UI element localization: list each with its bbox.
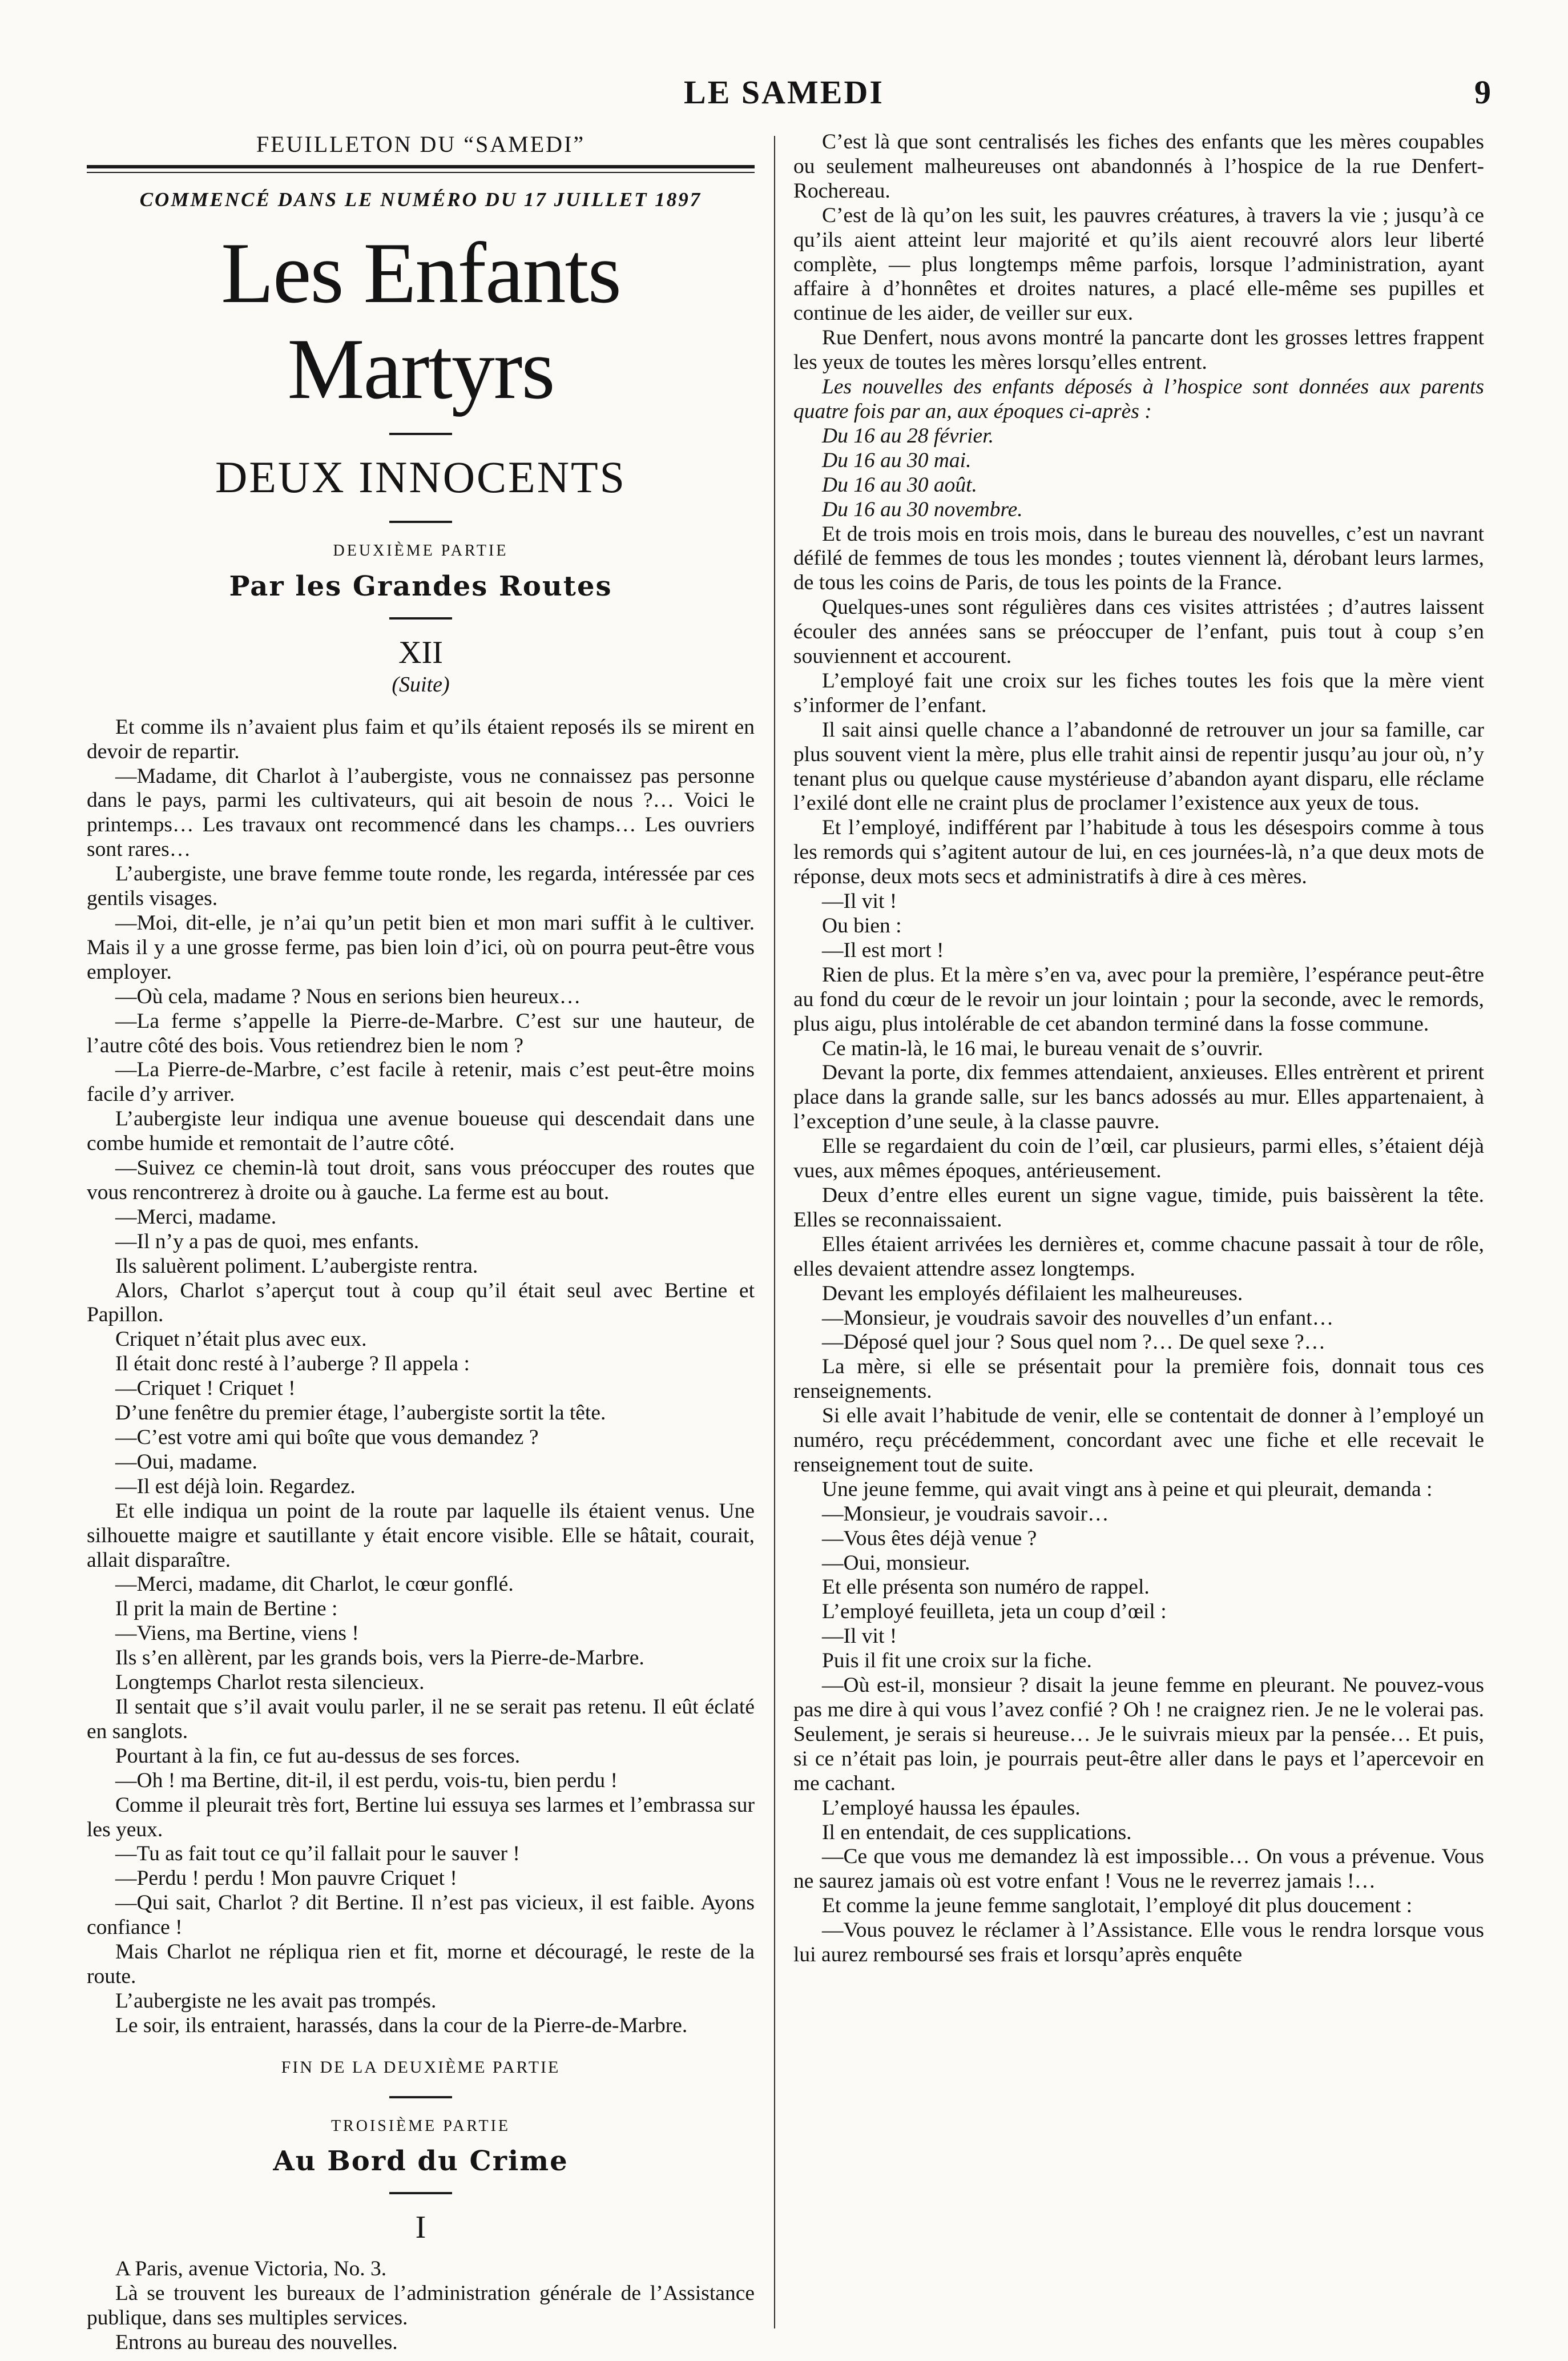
- end-of-part-note: FIN DE LA DEUXIÈME PARTIE: [281, 2057, 561, 2077]
- paragraph: —La Pierre-de-Marbre, c’est facile à retenir, mais c’est peut-être moins facile d’y arriver.: [87, 1058, 755, 1107]
- paragraph: L’employé haussa les épaules.: [822, 1796, 1081, 1820]
- paragraph: Mais Charlot ne répliqua rien et fit, morne et découragé, le reste de la route.: [87, 1940, 755, 1988]
- left-body-text: [87, 715, 755, 2038]
- paragraph: Longtemps Charlot resta silencieux.: [115, 1671, 425, 1695]
- date-entry: Du 16 au 30 août.: [822, 473, 977, 497]
- date-entry: Du 16 au 28 février.: [822, 424, 994, 448]
- paragraph: —Oui, monsieur.: [822, 1551, 970, 1575]
- chapter-number: I: [415, 2210, 426, 2246]
- column-divider: [774, 136, 775, 2328]
- paragraph: —Ce que vous me demandez là est impossible… On vous a prévenue. Vous ne saurez jamais où est votre enfant ! Vous ne le reverrez jamais !…: [793, 1845, 1484, 1893]
- paragraph: Le soir, ils entraient, harassés, dans la cour de la Pierre-de-Marbre.: [115, 2013, 688, 2037]
- paragraph: Deux d’entre elles eurent un signe vague, timide, puis baissèrent la tête. Elles se reconnaissaient.: [793, 1183, 1484, 1232]
- double-rule-thin: [87, 172, 755, 173]
- paragraph: Entrons au bureau des nouvelles.: [115, 2331, 398, 2355]
- paragraph: —Oui, madame.: [115, 1450, 257, 1474]
- short-rule: [389, 2096, 452, 2098]
- paragraph: Puis il fit une croix sur la fiche.: [822, 1649, 1092, 1673]
- paragraph: —Oh ! ma Bertine, dit-il, il est perdu, vois-tu, bien perdu !: [115, 1768, 618, 1792]
- part-two-title: Par les Grandes Routes: [229, 570, 612, 602]
- paragraph: —La ferme s’appelle la Pierre-de-Marbre. C’est sur une hauteur, de l’autre côté des bois. Vous retiendrez bien le nom ?: [87, 1009, 755, 1057]
- paragraph: Et de trois mois en trois mois, dans le bureau des nouvelles, c’est un navrant défilé de femmes de tous les mondes ; toutes viennent là, dérobant leurs larmes, de tous les coins de Paris, de tous les points de la France.: [793, 522, 1484, 595]
- paragraph: —Il vit !: [822, 1624, 897, 1648]
- paragraph: —Il n’y a pas de quoi, mes enfants.: [115, 1229, 420, 1253]
- paragraph: —Monsieur, je voudrais savoir des nouvelles d’un enfant…: [822, 1306, 1334, 1330]
- left-body-text-2: [87, 2257, 755, 2355]
- serial-subtitle: DEUX INNOCENTS: [215, 452, 627, 502]
- paragraph: Elle se regardaient du coin de l’œil, car plusieurs, parmi elles, s’étaient déjà vues, aux mêmes époques, antérieusement.: [793, 1135, 1484, 1183]
- short-rule: [389, 617, 452, 620]
- paragraph: —C’est votre ami qui boîte que vous demandez ?: [115, 1426, 539, 1449]
- chapter-number: XII: [398, 634, 443, 670]
- paragraph: —Il est mort !: [822, 938, 944, 962]
- paragraph: Il sait ainsi quelle chance a l’abandonné de retrouver un jour sa famille, car plus souvent vient la mère, plus elle trahit ainsi de repentir jusqu’au jour où, n’y tenant plus ou quelque cause mystérieuse d’abandon ayant disparu, elle réclame l’exilé dont elle ne craint plus de proclamer l’existence aux yeux de tous.: [793, 718, 1484, 815]
- paragraph: Rue Denfert, nous avons montré la pancarte dont les grosses lettres frappent les yeux de toutes les mères lorsqu’elles entrent.: [793, 326, 1484, 375]
- paragraph: —Viens, ma Bertine, viens !: [115, 1622, 359, 1646]
- paragraph: Il prit la main de Bertine :: [115, 1597, 338, 1621]
- paragraph: Une jeune femme, qui avait vingt ans à peine et qui pleurait, demanda :: [822, 1477, 1433, 1501]
- right-column: [793, 130, 1484, 2334]
- paragraph: Devant la porte, dix femmes attendaient, anxieuses. Elles entrèrent et prirent place dans la grande salle, sur les bancs adossés au mur. Elles appartenaient, à l’exception d’une seule, à la classe pauvre.: [793, 1061, 1484, 1134]
- commence-note: COMMENCÉ DANS LE NUMÉRO DU 17 JUILLET 1897: [139, 188, 702, 211]
- paragraph: Ils s’en allèrent, par les grands bois, vers la Pierre-de-Marbre.: [115, 1646, 644, 1670]
- paragraph: Ce matin-là, le 16 mai, le bureau venait de s’ouvrir.: [822, 1036, 1263, 1060]
- paragraph: —Vous êtes déjà venue ?: [822, 1526, 1037, 1550]
- paragraph: La mère, si elle se présentait pour la première fois, donnait tous ces renseignements.: [793, 1355, 1484, 1403]
- paragraph: Il était donc resté à l’auberge ? Il appela :: [115, 1352, 470, 1376]
- paragraph: C’est là que sont centralisés les fiches des enfants que les mères coupables ou seulement malheureuses ont abandonnés à l’hospice de la rue Denfert-Rochereau.: [793, 130, 1484, 203]
- paragraph: Et elle présenta son numéro de rappel.: [822, 1575, 1150, 1599]
- paragraph: Ou bien :: [822, 914, 902, 938]
- part-three-title: Au Bord du Crime: [273, 2145, 569, 2178]
- notice-dates: [793, 424, 1484, 522]
- paragraph: —Vous pouvez le réclamer à l’Assistance. Elle vous le rendra lorsque vous lui aurez remboursé ses frais et lorsqu’après enquête: [793, 1918, 1484, 1967]
- paragraph: Et elle indiqua un point de la route par laquelle ils étaient venus. Une silhouette maigre et sautillante y était encore visible. Elle se hâtait, courait, allait disparaître.: [87, 1499, 755, 1572]
- paragraph: Rien de plus. Et la mère s’en va, avec pour la première, l’espérance peut-être au fond du cœur de le revoir un jour lointain ; pour la seconde, avec le remords, plus aigu, plus intolérable de cet abandon terminé dans la fosse commune.: [793, 963, 1484, 1036]
- short-rule: [389, 433, 452, 435]
- paragraph: —Tu as fait tout ce qu’il fallait pour le sauver !: [115, 1842, 520, 1866]
- page-number: 9: [1474, 74, 1491, 111]
- paragraph: Pourtant à la fin, ce fut au-dessus de ses forces.: [115, 1744, 521, 1768]
- paragraph: Elles étaient arrivées les dernières et, comme chacune passait à tour de rôle, elles devaient attendre assez longtemps.: [793, 1232, 1484, 1281]
- paragraph: —Il est déjà loin. Regardez.: [115, 1474, 356, 1498]
- running-title: LE SAMEDI: [684, 74, 884, 111]
- part-two-label: DEUXIÈME PARTIE: [333, 541, 509, 560]
- paragraph: L’employé feuilleta, jeta un coup d’œil :: [822, 1600, 1167, 1624]
- paragraph: Quelques-unes sont régulières dans ces visites attristées ; d’autres laissent écouler des années sans se préoccuper de l’enfant, puis tout à coup s’en souviennent et accourent.: [793, 596, 1484, 669]
- paragraph: Il sentait que s’il avait voulu parler, il ne se serait pas retenu. Il eût éclaté en sanglots.: [87, 1695, 755, 1743]
- suite-note: (Suite): [392, 672, 450, 697]
- paragraph: Il en entendait, de ces supplications.: [822, 1820, 1132, 1844]
- paragraph: Ils saluèrent poliment. L’aubergiste rentra.: [115, 1254, 478, 1278]
- date-entry: Du 16 au 30 mai.: [822, 448, 972, 472]
- paragraph: —Qui sait, Charlot ? dit Bertine. Il n’est pas vicieux, il est faible. Ayons confiance !: [87, 1891, 755, 1940]
- right-body-text-2: [793, 522, 1484, 1968]
- feuilleton-heading: FEUILLETON DU “SAMEDI”: [256, 131, 586, 157]
- paragraph: —Perdu ! perdu ! Mon pauvre Criquet !: [115, 1867, 457, 1891]
- paragraph: —Madame, dit Charlot à l’aubergiste, vous ne connaissez pas personne dans le pays, parmi les cultivateurs, qui ait besoin de nous ?… Voici le printemps… Les travaux ont recommencé dans les champs… Les ouvriers sont rares…: [87, 764, 755, 862]
- paragraph: Criquet n’était plus avec eux.: [115, 1328, 367, 1352]
- short-rule: [389, 2192, 452, 2194]
- paragraph: Comme il pleurait très fort, Bertine lui essuya ses larmes et l’embrassa sur les yeux.: [87, 1793, 755, 1841]
- paragraph: —Monsieur, je voudrais savoir…: [822, 1502, 1109, 1526]
- paragraph: —Merci, madame, dit Charlot, le cœur gonflé.: [115, 1572, 514, 1596]
- part-three-label: TROISIÈME PARTIE: [330, 2117, 511, 2135]
- paragraph: Devant les employés défilaient les malheureuses.: [822, 1281, 1243, 1305]
- paragraph: C’est de là qu’on les suit, les pauvres créatures, à travers la vie ; jusqu’à ce qu’ils aient atteint leur majorité et qu’ils aient recouvré alors leur liberté complète, — plus longtemps même parfois, lorsque l’administration, ayant affaire à d’honnêtes et droites natures, a placé elle-même ses pupilles et continue de les aider, de veiller sur eux.: [793, 203, 1484, 325]
- short-rule: [389, 521, 452, 523]
- paragraph: Là se trouvent les bureaux de l’administration générale de l’Assistance publique, dans ses multiples services.: [87, 2282, 755, 2330]
- serial-title: Les Enfants Martyrs: [221, 224, 620, 417]
- paragraph: —Criquet ! Criquet !: [115, 1377, 296, 1401]
- paragraph: Et l’employé, indifférent par l’habitude à tous les désespoirs comme à tous les remords qui s’agitent autour de lui, en ces journées-là, n’a que deux mots de réponse, deux mots secs et administratifs à dire à ces mères.: [793, 816, 1484, 889]
- double-rule-thick: [87, 165, 755, 168]
- date-entry: Du 16 au 30 novembre.: [822, 497, 1023, 521]
- paragraph: —Déposé quel jour ? Sous quel nom ?… De quel sexe ?…: [822, 1330, 1326, 1354]
- paragraph: Alors, Charlot s’aperçut tout à coup qu’il était seul avec Bertine et Papillon.: [87, 1278, 755, 1327]
- notice-text: Les nouvelles des enfants déposés à l’hospice sont données aux parents quatre fois par an, aux époques ci-après :: [793, 375, 1484, 423]
- right-body-text: [793, 130, 1484, 375]
- paragraph: —Où cela, madame ? Nous en serions bien heureux…: [115, 984, 581, 1008]
- paragraph: —Il vit !: [822, 890, 897, 914]
- paragraph: L’aubergiste leur indiqua une avenue boueuse qui descendait dans une combe humide et remontait de l’autre côté.: [87, 1107, 755, 1156]
- paragraph: L’aubergiste ne les avait pas trompés.: [115, 1989, 437, 2013]
- paragraph: Et comme ils n’avaient plus faim et qu’ils étaient reposés ils se mirent en devoir de repartir.: [87, 715, 755, 763]
- page-header: [0, 73, 1568, 119]
- paragraph: L’employé fait une croix sur les fiches toutes les fois que la mère vient s’informer de l’enfant.: [793, 669, 1484, 717]
- paragraph: L’aubergiste, une brave femme toute ronde, les regarda, intéressée par ces gentils visages.: [87, 862, 755, 911]
- paragraph: A Paris, avenue Victoria, No. 3.: [115, 2257, 387, 2281]
- paragraph: —Moi, dit-elle, je n’ai qu’un petit bien et mon mari suffit à le cultiver. Mais il y a une grosse ferme, pas bien loin d’ici, où on pourra peut-être vous employer.: [87, 911, 755, 984]
- paragraph: —Suivez ce chemin-là tout droit, sans vous préoccuper des routes que vous rencontrerez à droite ou à gauche. La ferme est au bout.: [87, 1156, 755, 1204]
- paragraph: Et comme la jeune femme sanglotait, l’employé dit plus doucement :: [822, 1894, 1413, 1918]
- left-column: [87, 130, 755, 2355]
- paragraph: D’une fenêtre du premier étage, l’aubergiste sortit la tête.: [115, 1401, 606, 1425]
- paragraph: Si elle avait l’habitude de venir, elle se contentait de donner à l’employé un numéro, reçu précédemment, concordant avec une fiche et elle recevait le renseignement tout de suite.: [793, 1404, 1484, 1477]
- paragraph: —Où est-il, monsieur ? disait la jeune femme en pleurant. Ne pouvez-vous pas me dire à qui vous l’avez confié ? Oh ! ne craignez rien. Je ne le volerai pas. Seulement, je serais si heureuse… Je le suivrais mieux par la pensée… Et puis, si ce n’était pas loin, je pourrais peut-être aller dans le pays et l’apercevoir en me cachant.: [793, 1674, 1484, 1795]
- paragraph: —Merci, madame.: [115, 1205, 277, 1229]
